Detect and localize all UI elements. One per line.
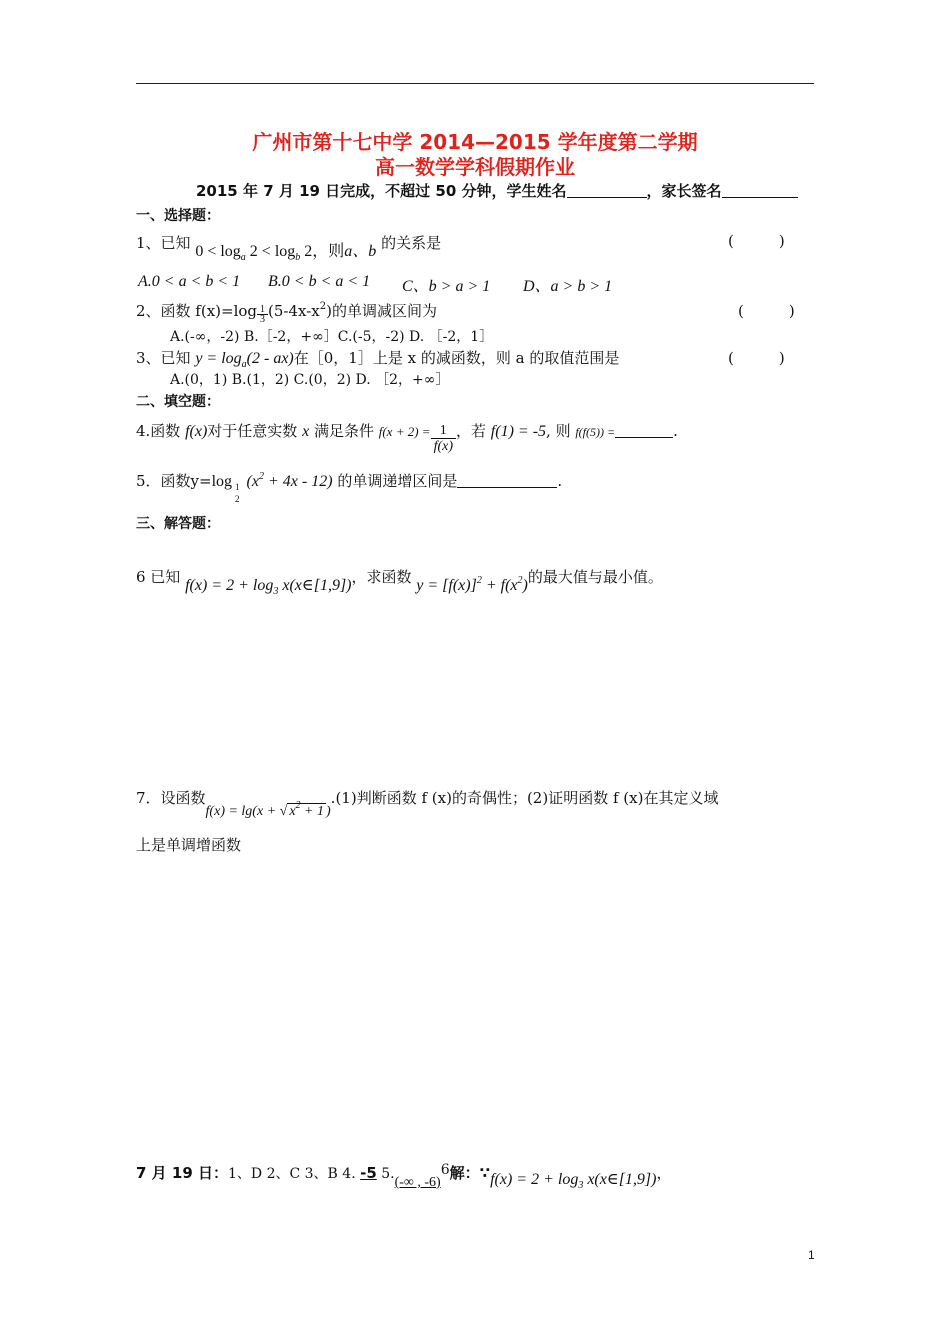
q5-line: 5．函数y=log 1 2 $(x^2 + 4x - 12)$ 的单调递增区间是 .: [136, 471, 563, 504]
q6-expr: $f(x) = 2 + \log_3$ x(x∈[1,9]): [185, 577, 352, 597]
q1-option-d: D、a > b > 1: [523, 278, 613, 295]
q5-answer-blank[interactable]: [457, 473, 557, 488]
q2-answer-paren[interactable]: ( ): [738, 302, 795, 320]
page-number: 1: [808, 1248, 815, 1262]
q7-line2: 上是单调增函数: [136, 836, 242, 854]
q7-line: 7．设函数f(x) = lg(x + √ $x^2 + 1$ ).(1)判断函数 f (x)的奇偶性；(2)证明函数 f (x)在其定义域: [136, 789, 719, 819]
q5-log: log: [211, 473, 233, 490]
q2-prefix: 2、函数 f(x)=log: [136, 302, 258, 320]
instruction-mid: ，家长签名: [646, 182, 722, 200]
q4-fx: f(x): [185, 423, 208, 440]
section-choice: 一、选择题：: [136, 208, 220, 224]
q3-expr: $y = \log_a(2 - ax)$: [195, 350, 294, 370]
student-name-blank[interactable]: [567, 183, 647, 198]
q4-condition: f(x + 2) =: [378, 424, 431, 439]
q7-expr: f(x) = lg(x + √ $x^2 + 1$ ): [205, 800, 331, 819]
q1-line: [136, 230, 442, 263]
q1-option-b: B.0 < b < a < 1: [268, 273, 371, 290]
q3-answer-paren[interactable]: ( ): [728, 349, 785, 367]
answers-items: 1、D 2、C 3、B 4.: [227, 1166, 361, 1182]
answer-4: -5: [360, 1164, 377, 1182]
q1-prefix: 1、已知: [136, 234, 191, 252]
q2-arg: (5-4x-x: [268, 302, 320, 320]
header-rule: [136, 83, 814, 84]
q1-suffix: 的关系是: [381, 234, 442, 252]
solution-label: 解：∵: [449, 1164, 491, 1182]
q5-log-base: 1 2: [235, 482, 240, 504]
q1-answer-paren[interactable]: ( ): [728, 232, 785, 250]
q3-prefix: 3、已知: [136, 349, 196, 367]
instruction-line: [196, 180, 798, 201]
q4-given: f(1) = -5: [490, 423, 547, 440]
q2-options: A.(-∞，-2) B.［-2，+∞］C.(-5，-2) D. ［-2，1］: [170, 329, 494, 345]
q4-line: 4.函数 f(x)对于任意实数 x 满足条件 f(x + 2) = $\frac{1}{f(x)}$ ，若 f(1) = -5, 则 f(f(5)) = .: [136, 422, 678, 454]
q1-option-c: C、b > a > 1: [402, 278, 491, 295]
section-fill: 二、填空题：: [136, 394, 220, 410]
answers-label: 7 月 19 日：: [136, 1164, 228, 1182]
q1-expr: $0 < \log_a 2 < \log_b 2$，则a、b: [195, 243, 377, 263]
q5-arg: $(x^2 + 4x - 12)$: [246, 471, 333, 490]
section-solve: 三、解答题：: [136, 516, 220, 532]
q4-fraction: $\frac{1}{f(x)}$: [431, 423, 456, 454]
q2-line: 2、函数 f(x)=log $\frac{1}{3}$ $(5-4x-x^2)$的单调减区间为: [136, 301, 437, 325]
q2-log-base: $\frac{1}{3}$: [257, 305, 268, 324]
q6-line: 6 已知 $f(x) = 2 + \log_3$ x(x∈[1,9])，求函数 $y = [f(x)]^2 + f(x^2)$的最大值与最小值。: [136, 568, 663, 597]
answers-line: 7 月 19 日：1、D 2、C 3、B 4. -5 5.(-∞ , -6)6解：∵f(x) = $2 + \log_3$ x(x∈[1,9])，: [136, 1162, 672, 1191]
instruction-prefix: 2015 年 7 月 19 日完成，不超过 50 分钟，学生姓名: [196, 182, 567, 200]
q3-suffix: 在［0，1］上是 x 的减函数，则 a 的取值范围是: [293, 349, 620, 367]
q3-line: [136, 347, 619, 370]
q3-options: A.(0，1) B.(1，2) C.(0，2) D. ［2，+∞］: [170, 372, 450, 388]
q6-target: $y = [f(x)]^2 + f(x^2)$: [416, 575, 528, 594]
school-title: 广州市第十七中学 2014—2015 学年度第二学期: [252, 130, 698, 154]
solution-expr: $f(x) = 2 + \log_3$ x(x∈[1,9]): [490, 1171, 657, 1191]
q4-answer-blank[interactable]: [615, 423, 673, 438]
parent-signature-blank[interactable]: [722, 183, 798, 198]
q4-ask: f(f(5)) =: [575, 425, 616, 439]
subject-title: 高一数学学科假期作业: [375, 155, 575, 179]
answer-5: (-∞ , -6): [394, 1175, 441, 1190]
q2-suffix: )的单调减区间为: [326, 302, 437, 320]
q1-option-a: A.0 < a < b < 1: [138, 273, 241, 290]
